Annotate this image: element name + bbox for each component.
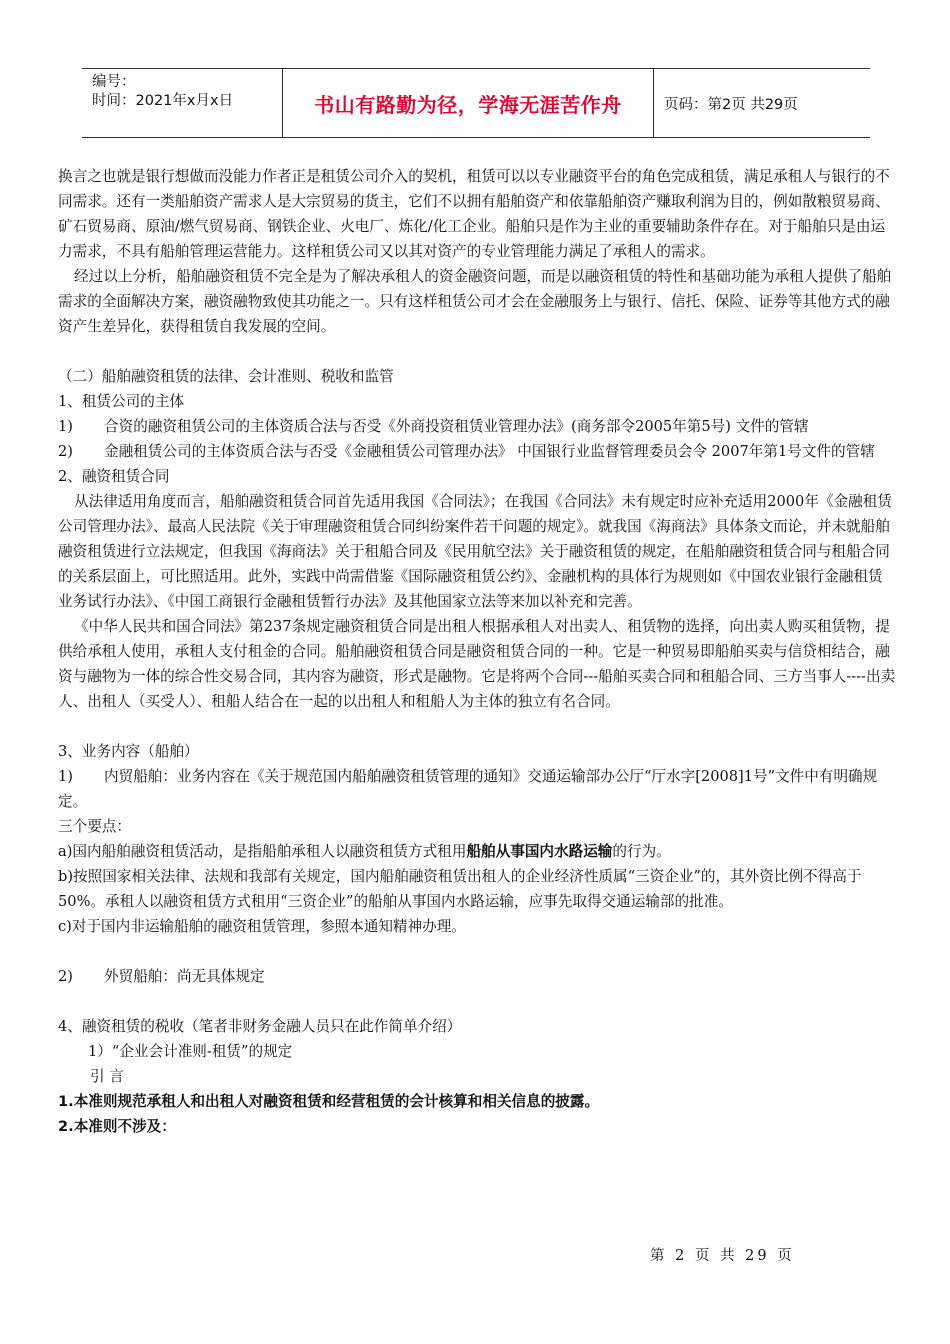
header-motto-cell [282,69,654,137]
paragraph: 经过以上分析，船舶融资租赁不完全是为了解决承租人的资金融资问题，而是以融资租赁的特性和基础功能为承租人提供了船舶需求的全面解决方案，融资融物致使其功能之一。只有这样租赁公司才会在金融服务上与银行、信托、保险、证券等其他方式的融资产生差异化，获得租赁自我发展的空间。 [58,268,892,335]
subsection-heading: 1、租赁公司的主体 [58,393,185,410]
sub-item: 1）“企业会计准则-租赁”的规定 [88,1043,293,1060]
list-item [58,764,896,814]
point-b: b)按照国家相关法律、法规和我部有关规定，国内船舶融资租赁出租人的企业经济性质属“三资企业”的，其外资比例不得高于50%。承租人以融资租赁方式租用“三资企业”的船舶从事国内水路运输，应事先取得交通运输部的批准。 [58,868,862,910]
list-number: 1) [58,768,73,785]
paragraph: 《中华人民共和国合同法》第237条规定融资租赁合同是出租人根据承租人对出卖人、租赁物的选择，向出卖人购买租赁物，提供给承租人使用，承租人支付租金的合同。船舶融资租赁合同是融资租赁合同的一种。它是一种贸易即船舶买卖与信贷相结合，融资与融物为一体的综合性交易合同，其内容为融资，形式是融物。它是将两个合同---船舶买卖合同和租船合同、三方当事人----出卖人、出租人（买受人）、租船人结合在一起的以出租人和租船人为主体的独立有名合同。 [58,618,896,710]
page-footer: 第 2 页 共 29 页 [650,1248,795,1264]
list-text: 金融租赁公司的主体资质合法与否受《金融租赁公司管理办法》 中国银行业监督管理委员会令 2007年第1号文件的管辖 [104,443,875,460]
bold-clause: 1.本准则规范承租人和出租人对融资租赁和经营租赁的会计核算和相关信息的披露。 [58,1093,600,1110]
page-header [82,68,870,138]
document-date: 时间：2021年x月x日 [92,93,234,109]
paragraph-label: 三个要点： [58,818,131,835]
paragraph: 换言之也就是银行想做而没能力作者正是租赁公司介入的契机，租赁可以以专业融资平台的角色完成租赁，满足承租人与银行的不同需求。还有一类船舶资产需求人是大宗贸易的货主，它们不以拥有船舶资产和依靠船舶资产赚取利润为目的，例如散粮贸易商、矿石贸易商、原油/燃气贸易商、钢铁企业、火电厂、炼化/化工企业。船舶只是作为主业的重要辅助条件存在。对于船舶只是由运力需求，不具有船舶管理运营能力。这样租赁公司又以其对资产的专业管理能力满足了承租人的需求。 [58,168,890,260]
list-number: 1) [58,418,73,435]
section-heading: （二）船舶融资租赁的法律、会计准则、税收和监管 [58,368,394,385]
header-motto: 书山有路勤为径，学海无涯苦作舟 [314,92,622,117]
subsection-heading: 4、融资租赁的税收（笔者非财务金融人员只在此作简单介绍） [58,1018,462,1035]
point-a-tail: 的行为。 [612,843,671,860]
point-a-emphasis: 船舶从事国内水路运输 [466,843,613,860]
list-item [58,964,896,989]
list-text: 合资的融资租赁公司的主体资质合法与否受《外商投资租赁业管理办法》(商务部令2005年第5号) 文件的管辖 [104,418,809,435]
list-number: 2) [58,443,73,460]
list-item [58,439,896,464]
header-page-info: 页码：第2页 共29页 [664,96,798,113]
subsection-heading: 2、融资租赁合同 [58,468,170,485]
list-text: 内贸船舶：业务内容在《关于规范国内船舶融资租赁管理的通知》交通运输部办公厅“厅水字[2008]1号”文件中有明确规定。 [58,768,878,810]
header-meta [82,69,282,137]
point-a-text: a)国内船舶融资租赁活动，是指船舶承租人以融资租赁方式租用 [58,843,467,860]
intro-heading: 引 言 [90,1068,124,1085]
list-number: 2) [58,968,73,985]
point-c: c)对于国内非运输船舶的融资租赁管理，参照本通知精神办理。 [58,918,466,935]
bold-clause: 2.本准则不涉及： [58,1118,176,1135]
point-a [58,839,896,864]
list-item [58,414,896,439]
subsection-heading: 3、业务内容（船舶） [58,743,199,760]
document-number-label: 编号： [92,74,136,90]
paragraph: 从法律适用角度而言，船舶融资租赁合同首先适用我国《合同法》；在我国《合同法》未有规定时应补充适用2000年《金融租赁公司管理办法》、最高人民法院《关于审理融资租赁合同纠纷案件若干问题的规定》。就我国《海商法》具体条文而论，并未就船舶融资租赁进行立法规定，但我国《海商法》关于租船合同及《民用航空法》关于融资租赁的规定，在船舶融资租赁合同与租船合同的关系层面上，可比照适用。此外，实践中尚需借鉴《国际融资租赁公约》、金融机构的具体行为规则如《中国农业银行金融租赁业务试行办法》、《中国工商银行金融租赁暂行办法》及其他国家立法等来加以补充和完善。 [58,493,892,610]
list-text: 外贸船舶：尚无具体规定 [104,968,265,985]
document-body [58,164,896,1139]
